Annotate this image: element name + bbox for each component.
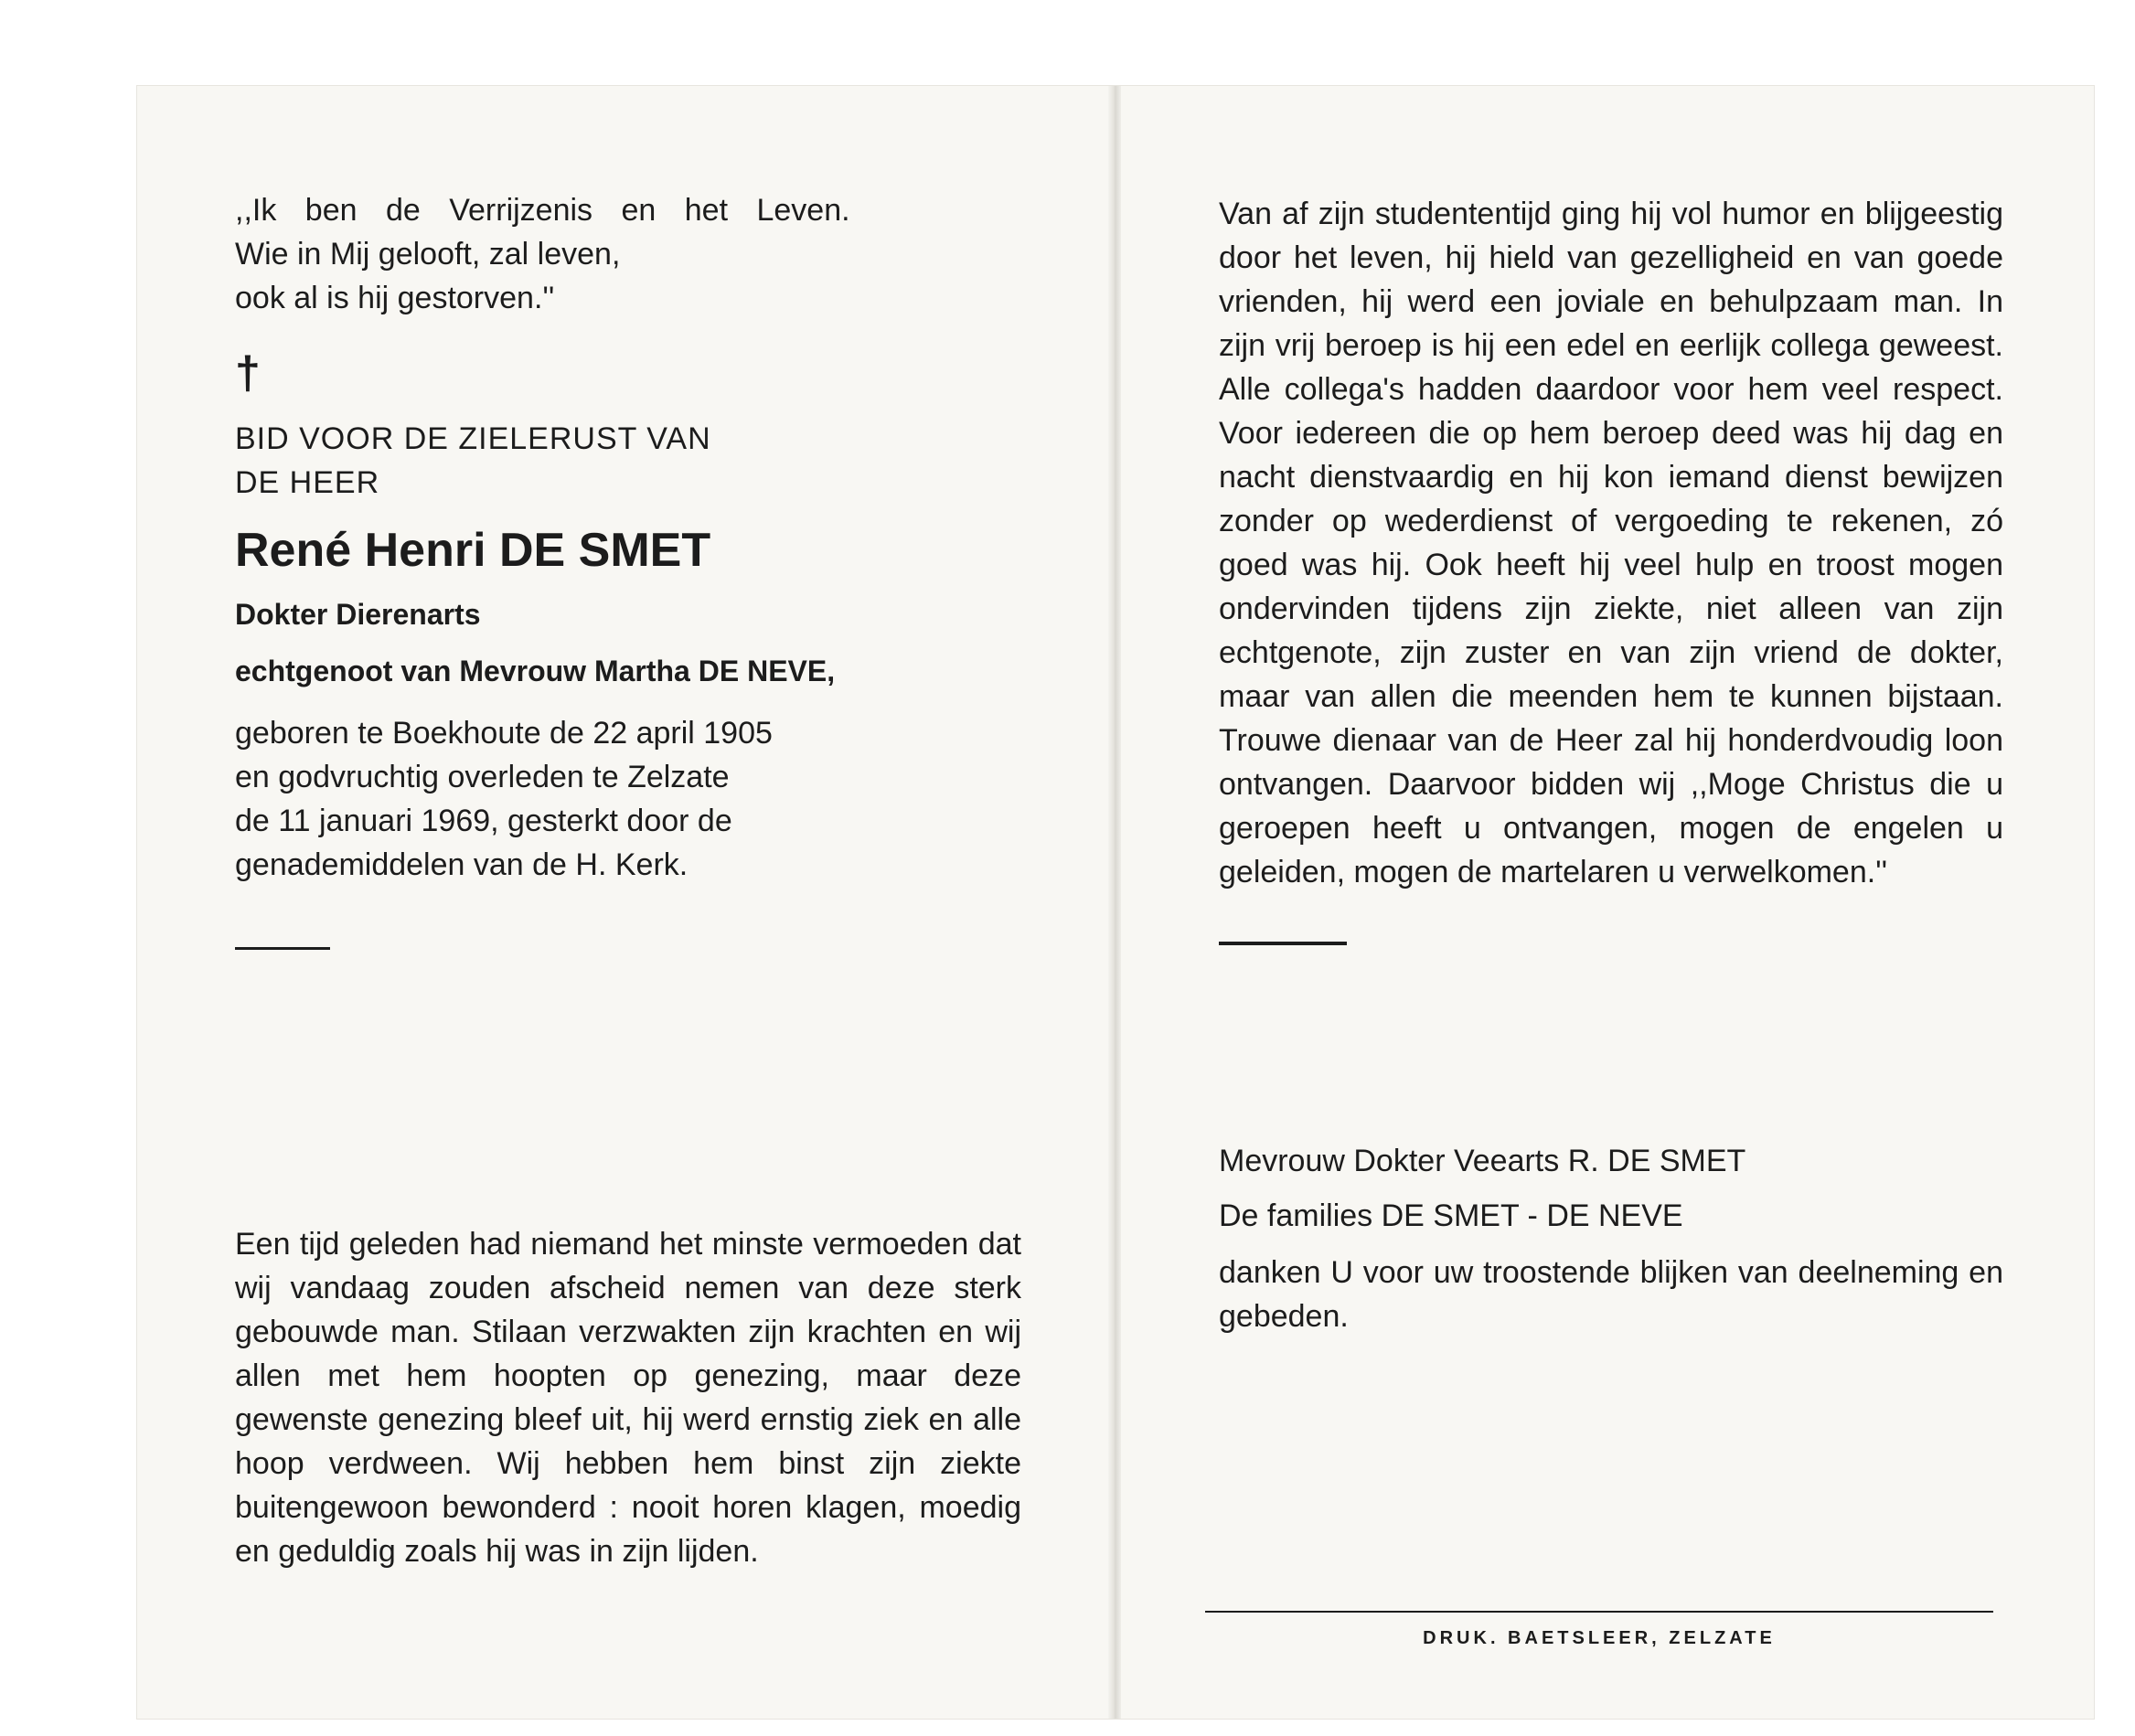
heading-line: DE HEER (235, 465, 380, 500)
tribute-text: Een tijd geleden had niemand het minste vermoeden dat wij vandaag zouden afscheid nemen van deze sterk gebouwde man. Stilaan verzwakten zijn krachten en wij allen met hem hoopten op genezing, maar deze gewenste genezing bleef uit, hij werd ernstig ziek en alle hoop verdween. Wij hebben hem binst zijn ziekte buitengewoon bewonderd : nooit horen klagen, moedig en geduldig zoals hij was in zijn lijden. (235, 1227, 1021, 1569)
printer-credit: DRUK. BAETSLEER, ZELZATE (1423, 1628, 1776, 1648)
quote-line: Wie in Mij gelooft, zal leven, (235, 237, 621, 272)
left-page (235, 188, 1021, 1573)
details-line: en godvruchtig overleden te Zelzate (235, 760, 730, 794)
card-fold (1108, 86, 1121, 1719)
right-page (1219, 192, 2003, 1338)
details-line: de 11 januari 1969, gesterkt door de (235, 804, 732, 838)
divider (1219, 942, 1347, 945)
cross-icon: † (235, 347, 261, 399)
profession: Dokter Dierenarts (235, 598, 481, 631)
details-line: geboren te Boekhoute de 22 april 1905 (235, 716, 773, 751)
family-line: De families DE SMET - DE NEVE (1219, 1198, 1683, 1233)
family-line: Mevrouw Dokter Veearts R. DE SMET (1219, 1144, 1746, 1178)
bible-quote (235, 188, 1021, 320)
details-line: genademiddelen van de H. Kerk. (235, 847, 689, 882)
family-block (1219, 1139, 2003, 1238)
quote-line: ,,Ik ben de Verrijzenis en het Leven. (235, 193, 850, 228)
eulogy-text: Van af zijn studententijd ging hij vol humor en blijgeestig door het leven, hij hield van gezelligheid en van goede vrienden, hij werd een joviale en behulpzaam man. In zijn vrij beroep is hij een edel en eerlijk collega geweest. Alle collega's hadden daardoor voor hem veel respect. Voor iedereen die op hem beroep deed was hij dag en nacht dienstvaardig en hij kon iemand dienst bewijzen zonder op wederdienst of vergoeding te rekenen, zó goed was hij. Ook heeft hij veel hulp en troost mogen ondervinden tijdens zijn ziekte, niet alleen van zijn echtgenote, zijn zuster en van zijn vriend de dokter, maar van allen die meenden hem te kunnen bijstaan. Trouwe dienaar van de Heer zal hij honderdvoudig loon ontvangen. Daarvoor bidden wij ,,Moge Christus die u geroepen heeft u ontvangen, mogen de engelen u geleiden, mogen de martelaren u verwelkomen.'' (1219, 197, 2003, 889)
footer-rule (1205, 1611, 1993, 1613)
deceased-name: René Henri DE SMET (235, 524, 711, 577)
birth-death-details (235, 711, 1021, 887)
heading-line: BID VOOR DE ZIELERUST VAN (235, 421, 711, 456)
spouse-line: echtgenoot van Mevrouw Martha DE NEVE, (235, 655, 836, 687)
prayer-heading (235, 417, 1021, 505)
quote-line: ook al is hij gestorven.'' (235, 281, 555, 315)
thanks-text: danken U voor uw troostende blijken van deelneming en gebeden. (1219, 1255, 2003, 1334)
divider (235, 947, 330, 950)
